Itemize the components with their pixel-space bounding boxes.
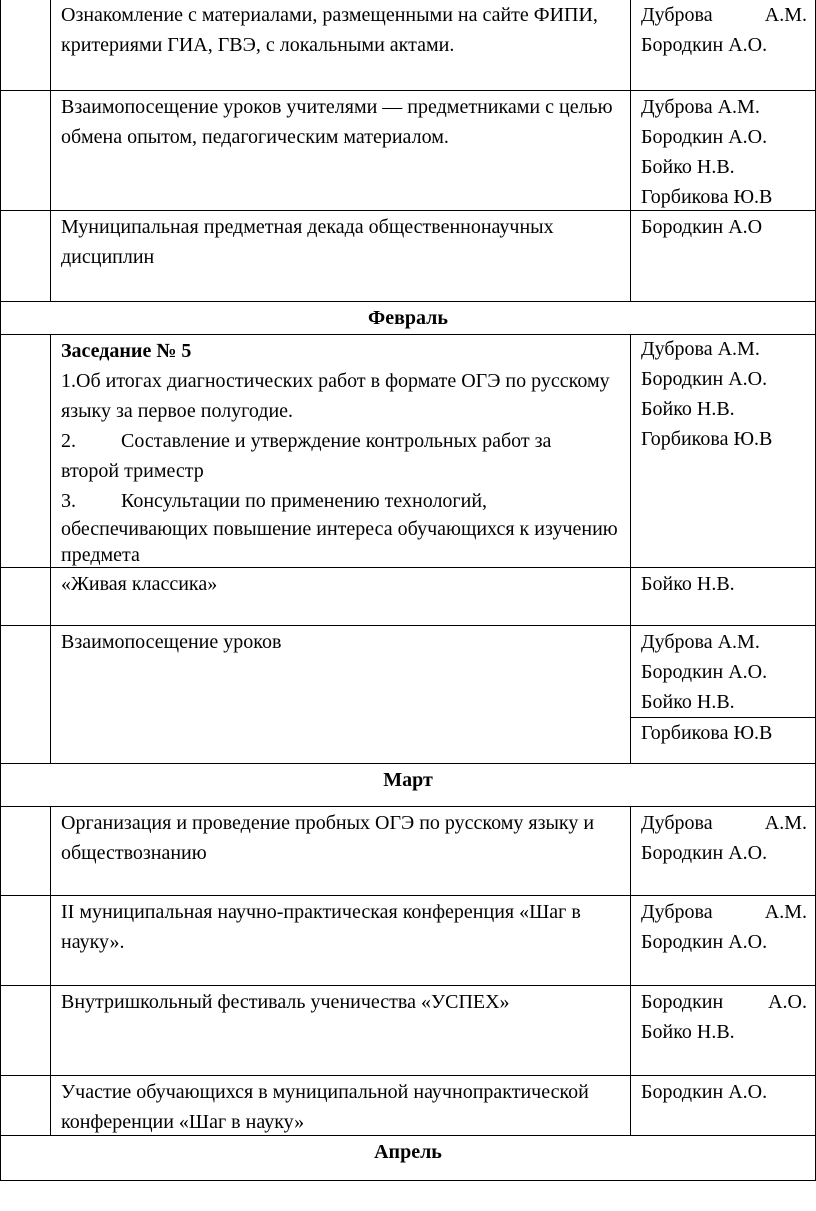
- column-divider: [50, 806, 51, 1135]
- row-divider: [0, 985, 816, 986]
- row-divider: [0, 895, 816, 896]
- column-divider: [630, 0, 631, 301]
- column-divider: [630, 806, 631, 1135]
- activity-cell: Взаимопосещение уроков учителями — предметниками с целью обмена опытом, педагогическим материалом.: [61, 96, 613, 148]
- responsible-cell: Дуброва А.М. Бородкин А.О. Бойко Н.В. Горбикова Ю.В: [641, 96, 773, 208]
- responsible-cell: Бородкин А.О. Бойко Н.В.: [641, 991, 807, 1043]
- responsible-cell: Дуброва А.М. Бородкин А.О.: [641, 901, 807, 953]
- row-divider: [0, 90, 816, 91]
- column-divider: [50, 0, 51, 301]
- table-border-left: [0, 0, 1, 1181]
- responsible-cell: Дуброва А.М. Бородкин А.О.: [641, 812, 807, 864]
- activity-cell: «Живая классика»: [61, 573, 218, 595]
- column-divider: [50, 334, 51, 763]
- row-divider: [0, 301, 816, 302]
- row-divider: [0, 1075, 816, 1076]
- activity-cell: Муниципальная предметная декада общественнонаучных дисциплин: [61, 216, 554, 268]
- activity-cell: Участие обучающихся в муниципальной научнопрактической конференции «Шаг в науку»: [61, 1081, 589, 1133]
- meeting-title: Заседание № 5: [61, 340, 192, 362]
- responsible-cell: Бородкин А.О: [641, 216, 763, 238]
- activity-cell: Организация и проведение пробных ОГЭ по русскому языку и обществознанию: [61, 812, 595, 864]
- responsible-cell: Бородкин А.О.: [641, 1081, 768, 1103]
- table-border-bottom: [0, 1180, 816, 1181]
- responsible-cell: Дуброва А.М. Бородкин А.О. Бойко Н.В.: [641, 631, 768, 713]
- responsible-cell: Горбикова Ю.В: [641, 722, 773, 744]
- column-divider: [630, 334, 631, 763]
- meeting-item: 2. Составление и утверждение контрольных работ за: [61, 430, 552, 452]
- row-divider: [0, 625, 816, 626]
- row-divider: [0, 763, 816, 764]
- activity-cell: Взаимопосещение уроков: [61, 631, 282, 653]
- activity-cell: Ознакомление с материалами, размещенными на сайте ФИПИ, критериями ГИА, ГВЭ, с локальными актами.: [61, 4, 598, 56]
- meeting-item: 1.Об итогах диагностических работ в формате ОГЭ по русскому языку за первое полугодие.: [61, 370, 610, 422]
- responsible-cell: Дуброва А.М. Бородкин А.О.: [641, 4, 807, 56]
- meeting-item: 3. Консультации по применению технологий,: [61, 490, 488, 512]
- responsible-cell: Бойко Н.В.: [641, 573, 735, 595]
- row-divider: [0, 806, 816, 807]
- meeting-cell: Заседание № 5 1.Об итогах диагностических работ в формате ОГЭ по русскому языку за первое полугодие. 2. Составление и утверждение контрольных работ за второй триместр 3. Консультации по применению технологий, обеспечивающих повышение интереса обучающихся к изучению предмета: [61, 336, 629, 568]
- activity-cell: Внутришкольный фестиваль ученичества «УСПЕХ»: [61, 991, 510, 1013]
- activity-cell: II муниципальная научно-практическая конференция «Шаг в науку».: [61, 901, 581, 953]
- month-header-april: Апрель: [374, 1141, 442, 1163]
- responsible-cell: Дуброва А.М. Бородкин А.О. Бойко Н.В. Горбикова Ю.В: [641, 338, 773, 450]
- month-header-february: Февраль: [368, 307, 448, 329]
- month-header-march: Март: [383, 769, 433, 791]
